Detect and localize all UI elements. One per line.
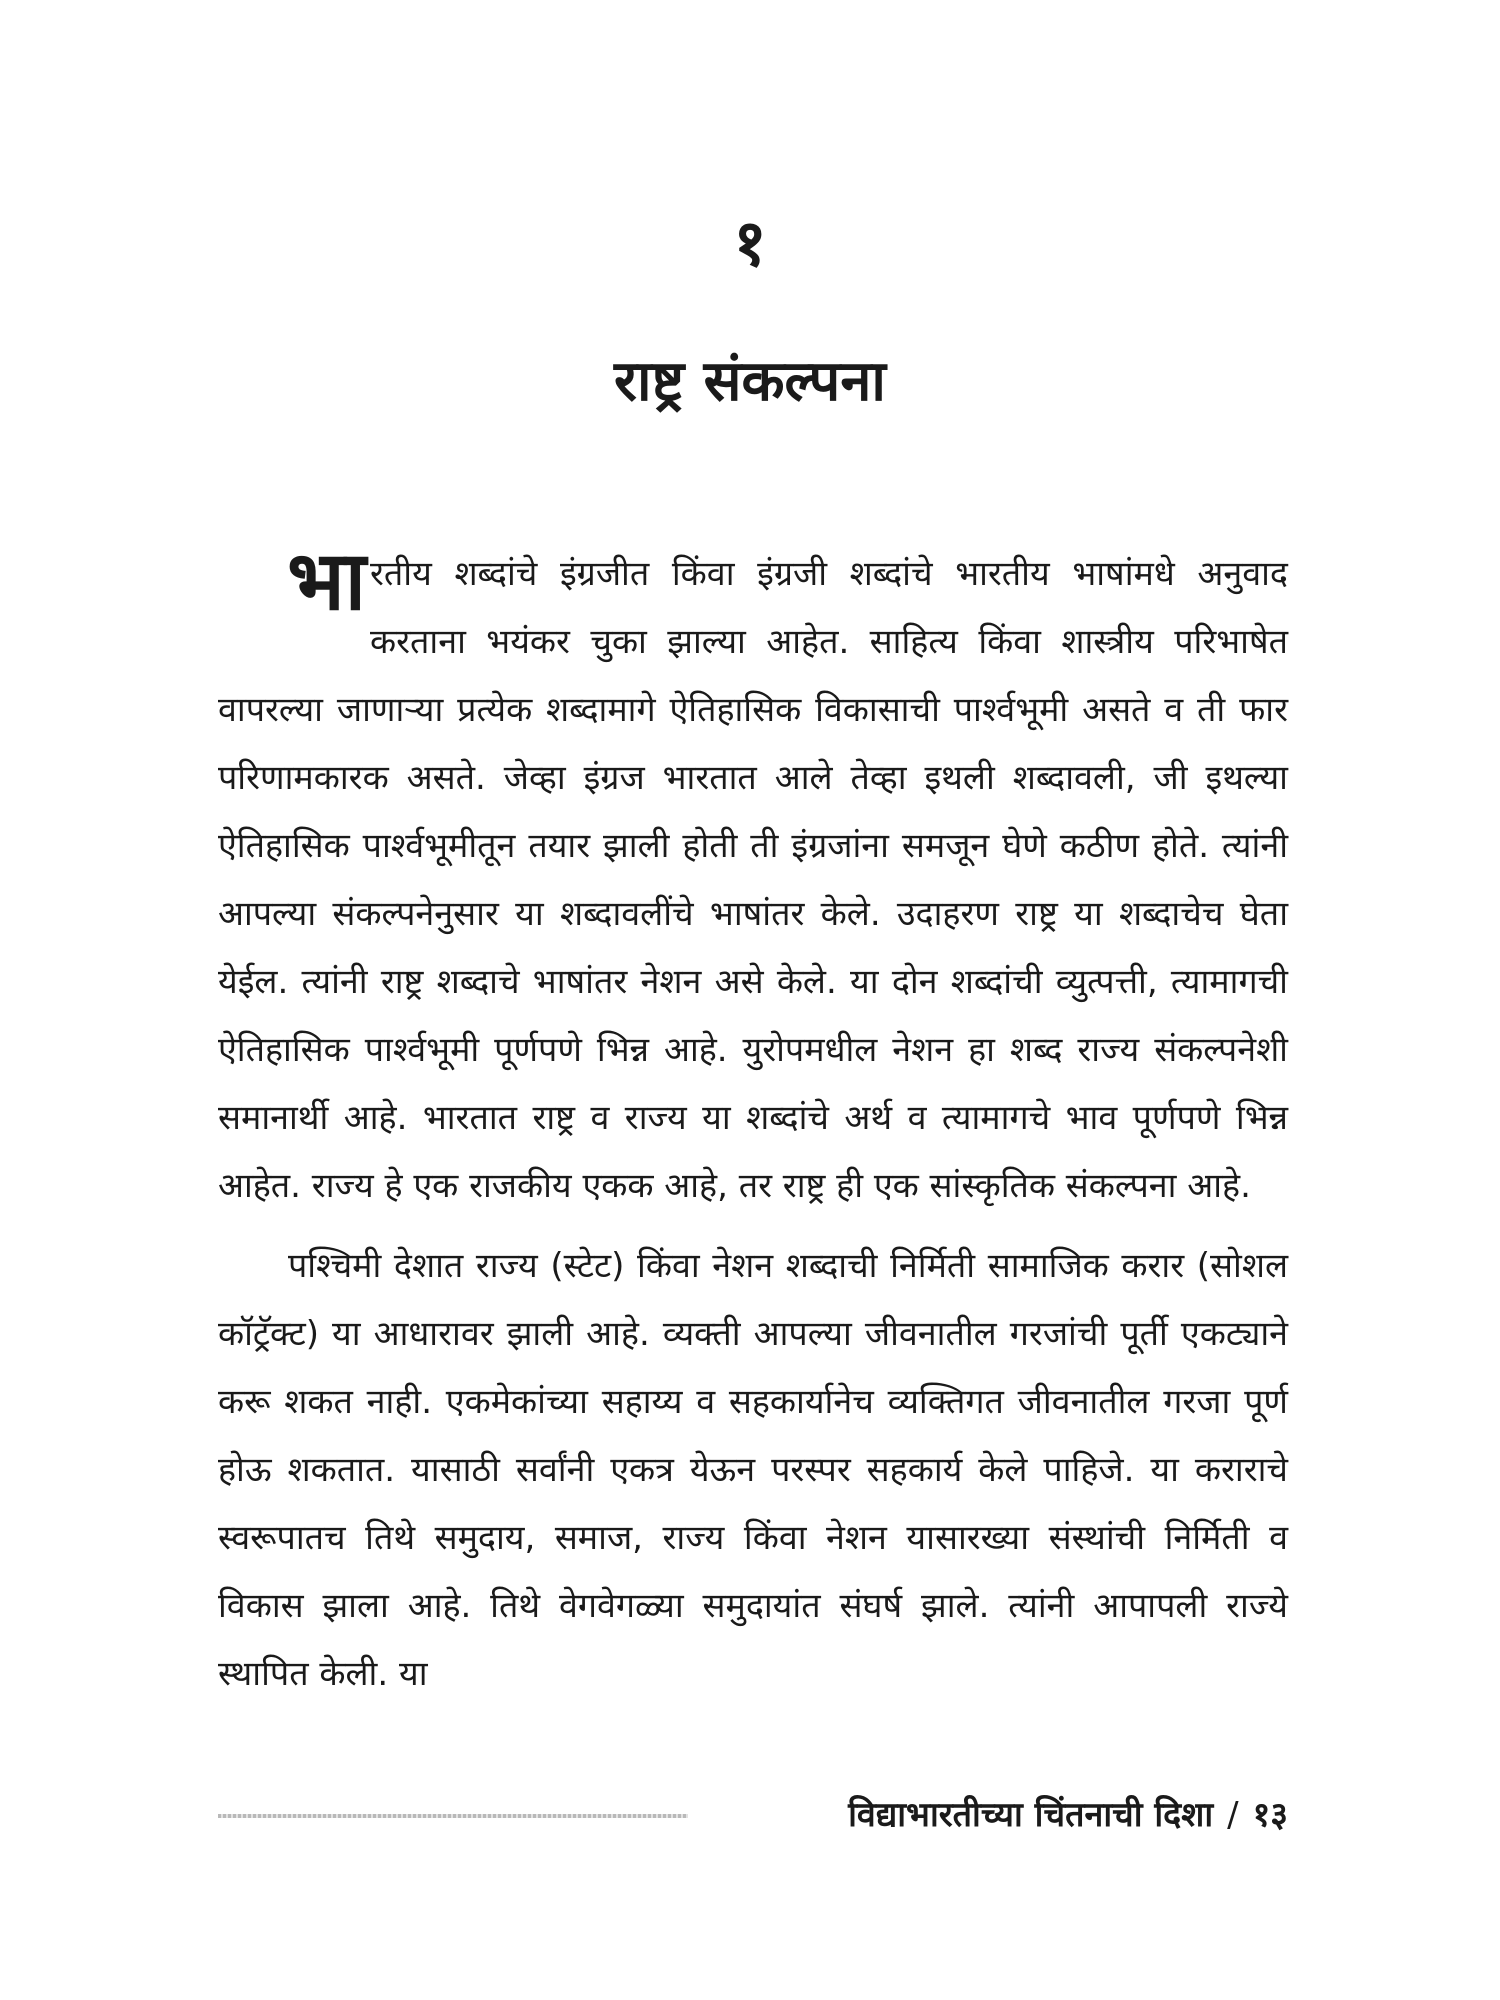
- drop-cap-container: [218, 534, 366, 676]
- footer-text: [848, 1790, 1288, 1840]
- chapter-number: १: [733, 207, 767, 281]
- page-number: १३: [1252, 1795, 1288, 1835]
- paragraph-2: पश्चिमी देशात राज्य (स्टेट) किंवा नेशन शब्दाची निर्मिती सामाजिक करार (सोशल कॉट्रॅक्ट) या आधारावर झाली आहे. व्यक्ती आपल्या जीवनातील गरजांची पूर्ती एकट्याने करू शकत नाही. एकमेकांच्या सहाय्य व सहकार्यानेच व्यक्तिगत जीवनातील गरजा पूर्ण होऊ शकतात. यासाठी सर्वांनी एकत्र येऊन परस्पर सहकार्य केले पाहिजे. या कराराचे स्वरूपातच तिथे समुदाय, समाज, राज्य किंवा नेशन यासारख्या संस्थांची निर्मिती व विकास झाला आहे. तिथे वेगवेगळ्या समुदायांत संघर्ष झाले. त्यांनी आपापली राज्ये स्थापित केली. या: [218, 1246, 1288, 1694]
- paragraph-1: [218, 534, 1288, 1220]
- chapter-title: राष्ट्र संकल्पना: [614, 349, 886, 414]
- paragraph-1-text: रतीय शब्दांचे इंग्रजीत किंवा इंग्रजी शब्दांचे भारतीय भाषांमधे अनुवाद करताना भयंकर चुका झाल्या आहेत. साहित्य किंवा शास्त्रीय परिभाषेत वापरल्या जाणाऱ्या प्रत्येक शब्दामागे ऐतिहासिक विकासाची पार्श्वभूमी असते व ती फार परिणामकारक असते. जेव्हा इंग्रज भारतात आले तेव्हा इथली शब्दावली, जी इथल्या ऐतिहासिक पार्श्वभूमीतून तयार झाली होती ती इंग्रजांना समजून घेणे कठीण होते. त्यांनी आपल्या संकल्पनेनुसार या शब्दावलींचे भाषांतर केले. उदाहरण राष्ट्र या शब्दाचेच घेता येईल. त्यांनी राष्ट्र शब्दाचे भाषांतर नेशन असे केले. या दोन शब्दांची व्युत्पत्ती, त्यामागची ऐतिहासिक पार्श्वभूमी पूर्णपणे भिन्न आहे. युरोपमधील नेशन हा शब्द राज्य संकल्पनेशी समानार्थी आहे. भारतात राष्ट्र व राज्य या शब्दांचे अर्थ व त्यामागचे भाव पूर्णपणे भिन्न आहेत. राज्य हे एक राजकीय एकक आहे, तर राष्ट्र ही एक सांस्कृतिक संकल्पना आहे.: [218, 554, 1288, 1206]
- drop-cap: भा: [287, 534, 366, 629]
- book-title: विद्याभारतीच्या चिंतनाची दिशा: [848, 1795, 1214, 1835]
- body-text: [218, 534, 1288, 1708]
- page-footer: [218, 1790, 1288, 1840]
- footer-rule: [218, 1814, 688, 1818]
- footer-separator: /: [1227, 1795, 1239, 1835]
